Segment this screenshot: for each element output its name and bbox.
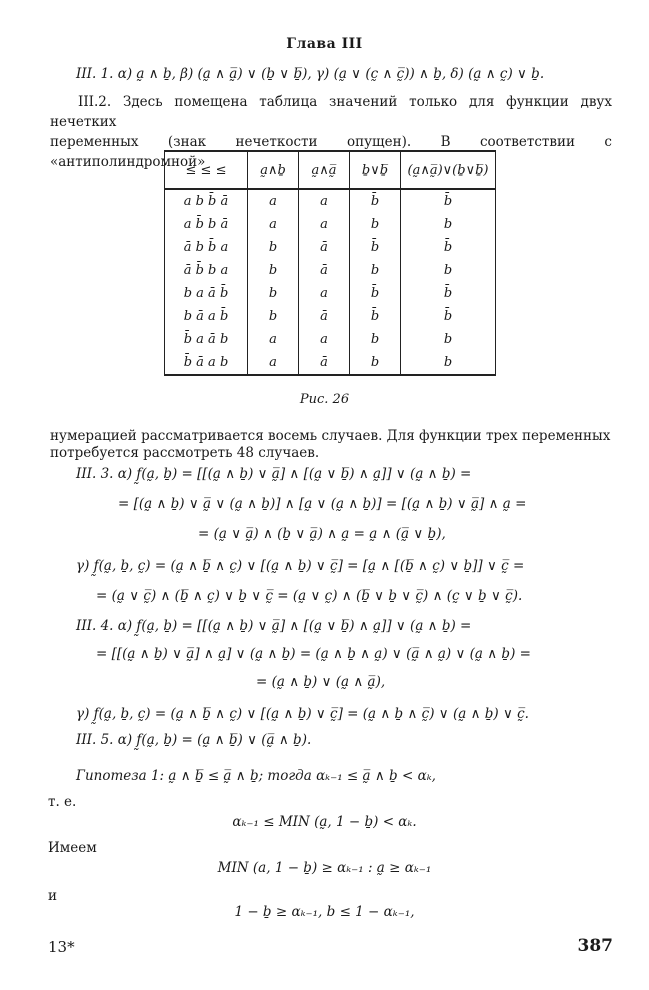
equation-3g-line2: = (a̰ ∨ c̰̅) ∧ (ḇ̅ ∧ c̰) ∨ ḇ ∨ c̰̅ = (a̰ ∨ c̰) ∧ (ḇ̅ ∨ ḇ ∨ c̰̅) ∧ (c̰ ∨ ḇ ∨ c̰̅). [96,588,523,604]
table-cell: ā [299,305,350,328]
table-cell: b [248,282,299,305]
table-cell: b̄ [401,305,496,328]
table-cell: b̄ [350,236,401,259]
table-header: ≤ ≤ ≤ [165,151,248,189]
table-cell: b̄ [401,189,496,213]
truth-table [164,150,496,376]
table-header: a̰∧ḇ [248,151,299,189]
equation-4a-line3: = (a̰ ∧ ḇ) ∨ (a̰ ∧ a̰̅), [256,674,386,690]
table-cell: a b b̄ ā [165,189,248,213]
table-cell: b [401,259,496,282]
intro-line-1: III.2. Здесь помещена таблица значений только для функции двух нечетких [50,94,612,130]
table-cell: b [350,328,401,351]
exercise-1: III. 1. α) a̰ ∧ ḇ, β) (a̰ ∧ a̰̅) ∨ (ḇ ∨ ḇ̅), γ) (a̰ ∨ (c̰ ∧ c̰̅)) ∧ ḇ, δ) (a̰ ∧ c̰) ∨ ḇ. [76,66,545,82]
table-cell: a [299,328,350,351]
table-row [165,282,496,305]
table-cell: b [350,259,401,282]
ie-label: т. е. [48,794,77,810]
para-line-2: потребуется рассмотреть 48 случаев. [50,445,320,461]
table-cell: b̄ [350,305,401,328]
table-cell: b [401,351,496,375]
table-cell: a [248,189,299,213]
table-cell: ā b b̄ a [165,236,248,259]
table-cell: b [401,328,496,351]
chapter-heading: Глава III [286,36,363,52]
equation-3a-line3: = (a̰ ∨ a̰̅) ∧ (ḇ ∨ a̰̅) ∧ a̰ = a̰ ∧ (a̰̅ ∨ ḇ), [198,526,446,542]
equation-final: 1 − ḇ ≥ αₖ₋₁, b ≤ 1 − αₖ₋₁, [234,904,415,920]
table-row [165,236,496,259]
table-cell: b ā a b̄ [165,305,248,328]
table-cell: a b̄ b ā [165,213,248,236]
table-cell: b̄ [401,236,496,259]
table-row [165,328,496,351]
table-cell: a [248,213,299,236]
table-row [165,305,496,328]
table-cell: b̄ a ā b [165,328,248,351]
table-cell: b [401,213,496,236]
table-cell: a [248,328,299,351]
signature-mark: 13* [48,938,75,956]
imeem-label: Имеем [48,840,97,856]
table-cell: b [350,213,401,236]
table-cell: b̄ [401,282,496,305]
table-cell: ā [299,236,350,259]
hypothesis-1: Гипотеза 1: a̰ ∧ ḇ̅ ≤ a̰̅ ∧ ḇ; тогда αₖ₋₁ ≤ a̰̅ ∧ ḇ < αₖ, [76,768,436,784]
body-paragraph [50,428,612,462]
table-cell: a [299,189,350,213]
equation-3a-line2: = [(a̰ ∧ ḇ) ∨ a̰̅ ∨ (a̰ ∧ ḇ)] ∧ [a̰ ∨ (a̰ ∧ ḇ)] = [(a̰ ∧ ḇ) ∨ a̰̅] ∧ a̰ = [118,496,527,512]
table-cell: b [350,351,401,375]
equation-3g-line1: γ) f̰(a̰, ḇ, c̰) = (a̰ ∧ ḇ̅ ∧ c̰) ∨ [(a̰ ∧ ḇ) ∨ c̰̅] = [a̰ ∧ [(ḇ̅ ∧ c̰) ∨ ḇ]] ∨ c̰̅ = [76,558,525,574]
table-row [165,189,496,213]
table-cell: a [299,282,350,305]
table-header: (a̰∧a̰̅)∨(ḇ∨ḇ̅) [401,151,496,189]
table-cell: b a ā b̄ [165,282,248,305]
table-header: a̰∧a̰̅ [299,151,350,189]
table-cell: ā [299,351,350,375]
table-row [165,259,496,282]
equation-3a-line1: III. 3. α) f̰(a̰, ḇ) = [[(a̰ ∧ ḇ) ∨ a̰̅] ∧ [(a̰ ∨ ḇ̅) ∧ a̰]] ∨ (a̰ ∧ ḇ) = [76,466,472,482]
equation-5a: III. 5. α) f̰(a̰, ḇ) = (a̰ ∧ ḇ̅) ∨ (a̰̅ ∧ ḇ). [76,732,312,748]
table-cell: ā b̄ b a [165,259,248,282]
table-cell: a [248,351,299,375]
equation-4a-line1: III. 4. α) f̰(a̰, ḇ) = [[(a̰ ∧ ḇ) ∨ a̰̅] ∧ [(a̰ ∨ ḇ̅) ∧ a̰]] ∨ (a̰ ∧ ḇ) = [76,618,472,634]
intro-line-2: переменных (знак нечеткости опущен). В соответствии с «антиполиндромной» [50,134,612,170]
and-label: и [48,888,57,904]
page-number: 387 [577,936,613,956]
equation-min-2: MIN (a, 1 − ḇ) ≥ αₖ₋₁ : a̰ ≥ αₖ₋₁ [217,860,432,876]
equation-4a-line2: = [[(a̰ ∧ ḇ) ∨ a̰̅] ∧ a̰] ∨ (a̰ ∧ ḇ) = (a̰ ∧ ḇ ∧ a̰) ∨ (a̰̅ ∧ a̰) ∨ (a̰ ∧ ḇ) = [96,646,531,662]
table-cell: b̄ ā a b [165,351,248,375]
table-cell: a [299,213,350,236]
para-line-1: нумерацией рассматривается восемь случаев. Для функции трех переменных [50,428,611,444]
table-row [165,213,496,236]
table-row [165,351,496,375]
table-cell: b [248,236,299,259]
table-cell: b [248,305,299,328]
table-header-row [165,151,496,189]
equation-min-1: αₖ₋₁ ≤ MIN (a̰, 1 − ḇ) < αₖ. [232,814,417,830]
table-cell: b [248,259,299,282]
table-cell: b̄ [350,189,401,213]
table-cell: ā [299,259,350,282]
equation-4g: γ) f̰(a̰, ḇ, c̰) = (a̰ ∧ ḇ̅ ∧ c̰) ∨ [(a̰ ∧ ḇ) ∨ c̰̅] = (a̰ ∧ ḇ ∧ c̰̅) ∨ (a̰ ∧ ḇ) ∨ c̰̅. [76,706,529,722]
table-cell: b̄ [350,282,401,305]
figure-caption: Рис. 26 [299,392,350,407]
table-header: ḇ∨ḇ̅ [350,151,401,189]
